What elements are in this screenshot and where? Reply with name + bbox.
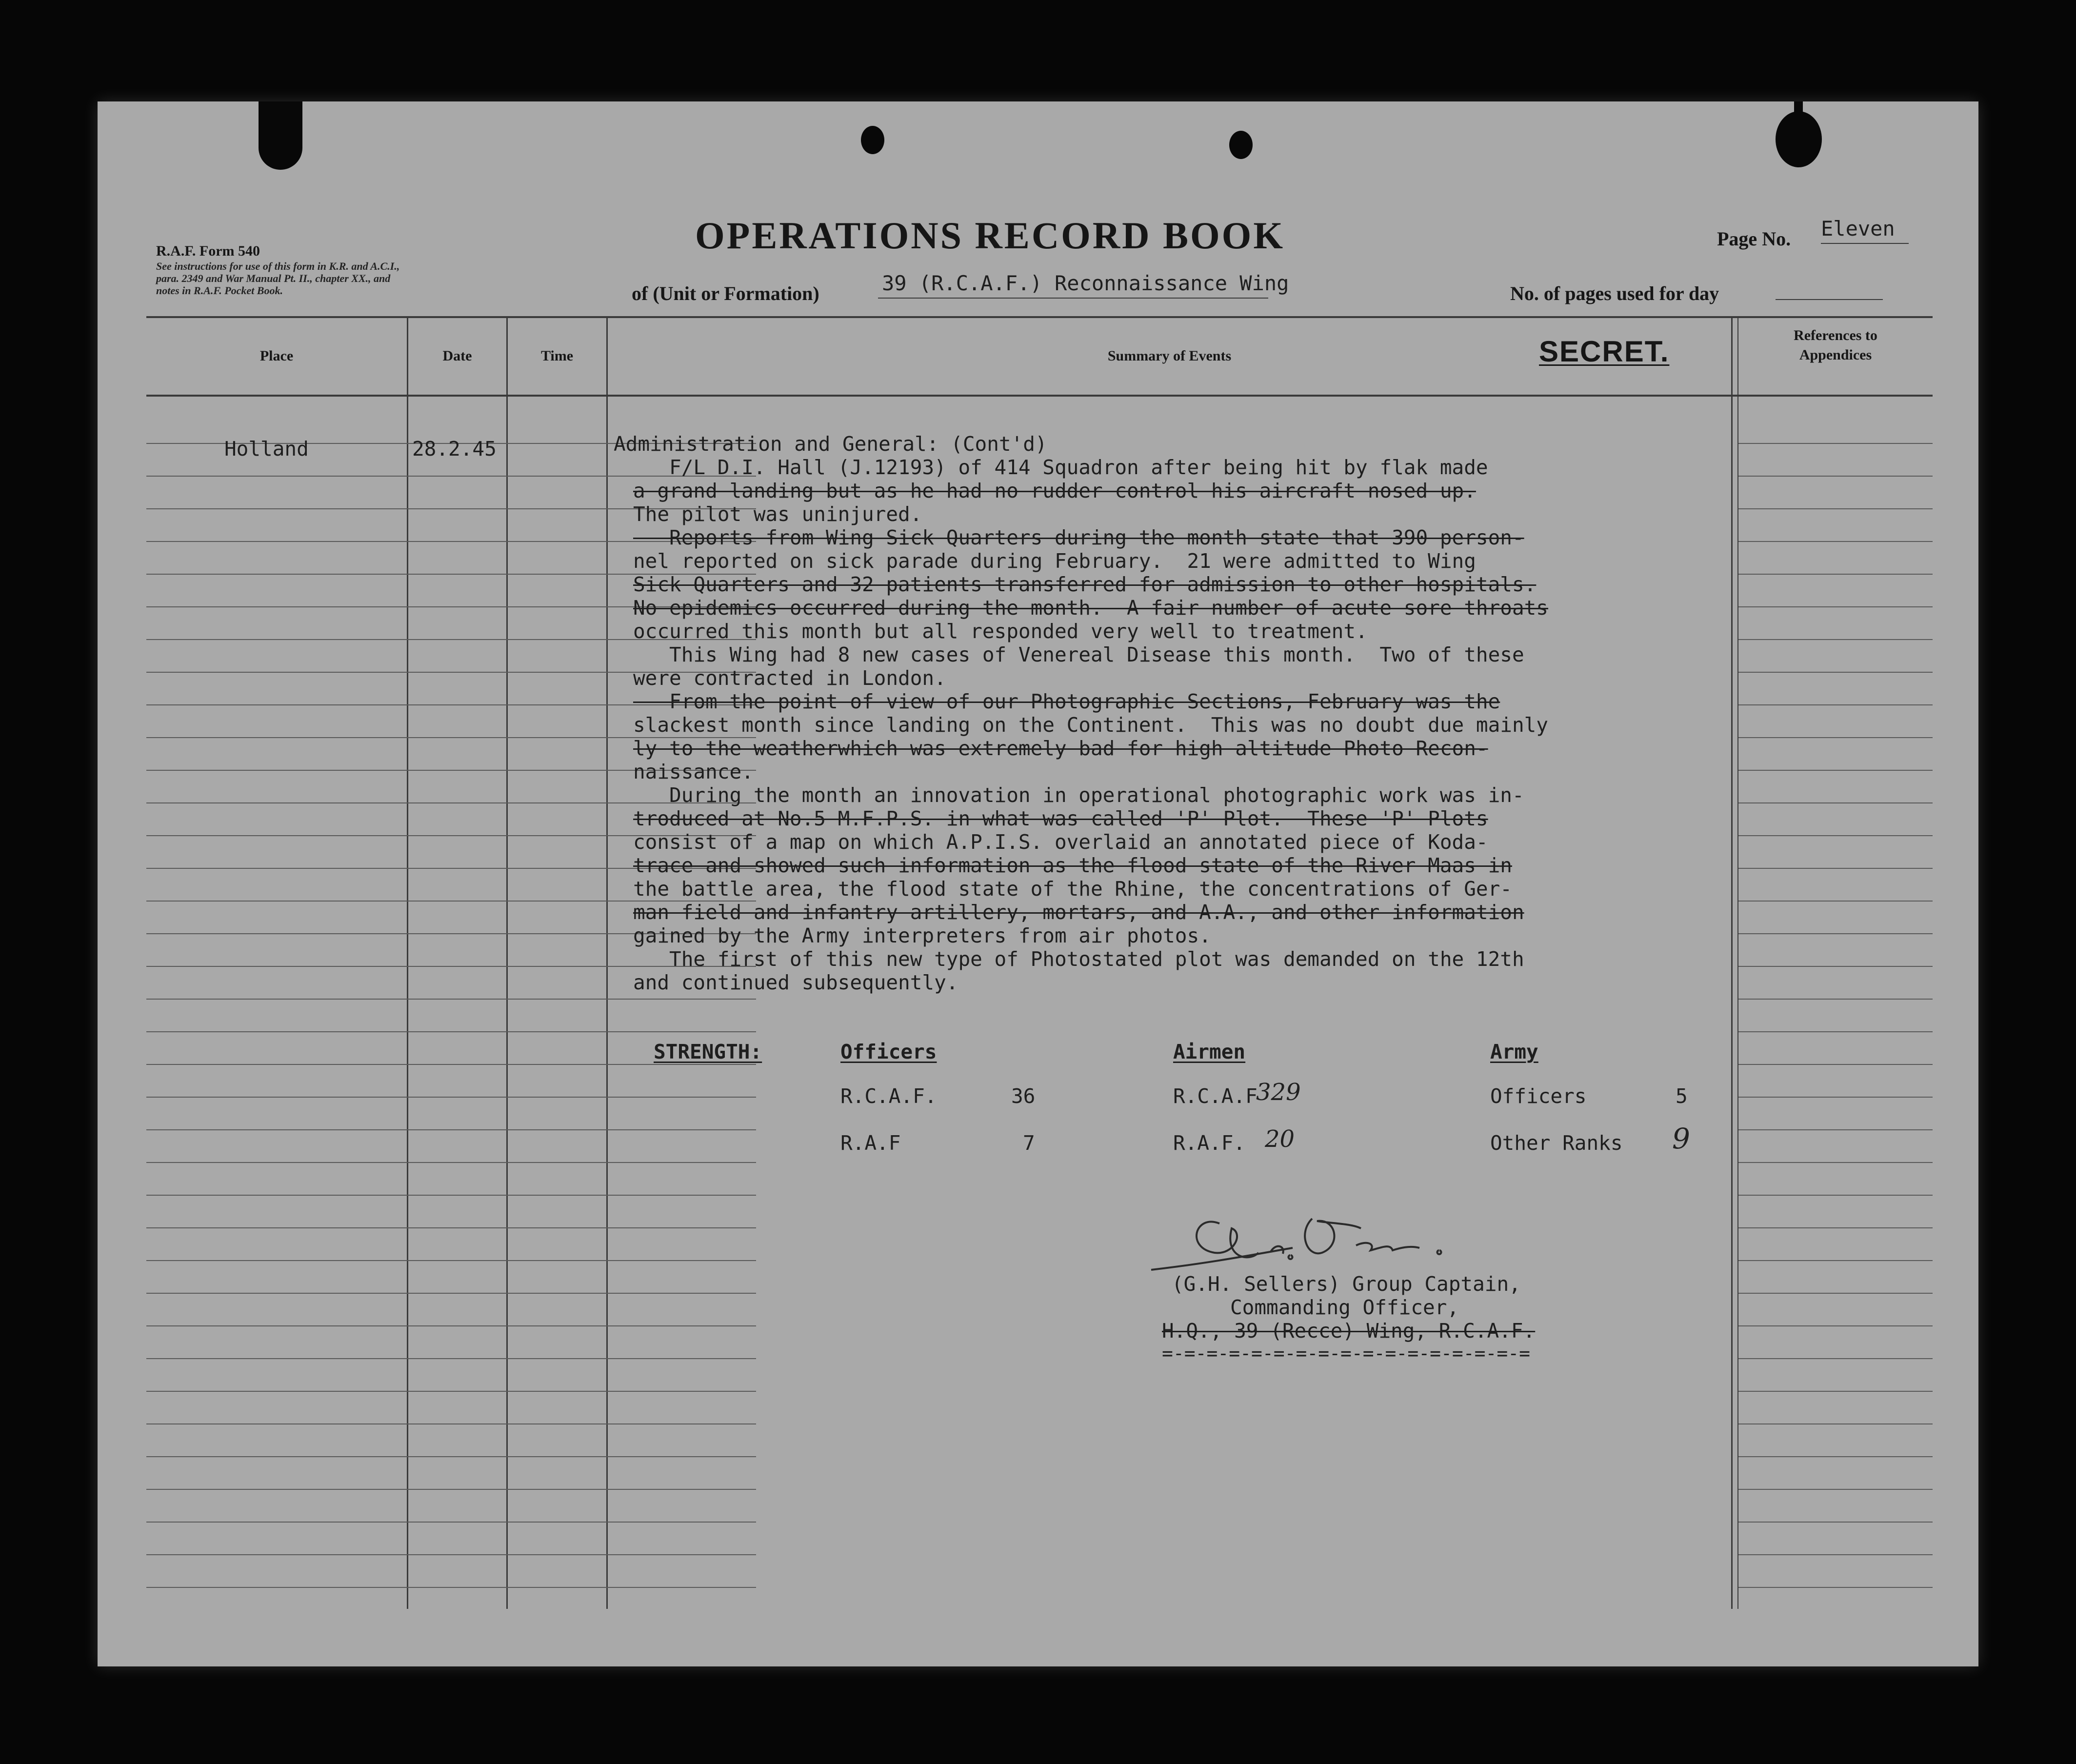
officers-header: Officers bbox=[840, 1040, 937, 1063]
ruled-line bbox=[1738, 901, 1933, 902]
strength-row-2-airmen-value: 20 bbox=[1265, 1125, 1295, 1153]
ruled-line bbox=[1738, 672, 1933, 673]
strength-row-2-army-value: 9 bbox=[1672, 1122, 1690, 1155]
page-no-value: Eleven bbox=[1821, 217, 1895, 241]
ruled-line bbox=[1738, 606, 1933, 607]
unit-value: 39 (R.C.A.F.) Reconnaissance Wing bbox=[882, 271, 1289, 295]
ruled-line bbox=[1738, 1162, 1933, 1163]
strength-row-1-airmen-value: 329 bbox=[1256, 1079, 1301, 1106]
unit-underline bbox=[878, 298, 1268, 299]
ruled-line bbox=[146, 1031, 756, 1032]
signature-icon bbox=[1146, 1194, 1458, 1277]
ruled-line bbox=[1738, 1227, 1933, 1228]
strength-row-2-airmen-label: R.A.F. bbox=[1173, 1131, 1246, 1155]
ruled-line bbox=[1738, 835, 1933, 836]
summary-line: trace and showed such information as the flood state of the River Maas in bbox=[633, 854, 1512, 877]
signature-underline: =-=-=-=-=-=-=-=-=-=-=-=-=-=-=-=-= bbox=[1162, 1343, 1530, 1364]
ruled-line bbox=[1738, 802, 1933, 803]
signature-scrawl bbox=[1146, 1194, 1458, 1277]
entry-date: 28.2.45 bbox=[412, 437, 497, 461]
column-header-references: References to Appendices bbox=[1794, 327, 1877, 363]
secret-marking: SECRET. bbox=[1539, 335, 1670, 368]
summary-line: ly to the weatherwhich was extremely bad for high altitude Photo Recon- bbox=[633, 737, 1488, 760]
summary-line: F/L D.I. Hall (J.12193) of 414 Squadron after being hit by flak made bbox=[633, 456, 1488, 479]
punch-hole-center-left bbox=[861, 126, 884, 154]
ruled-line bbox=[1738, 476, 1933, 477]
ruled-line bbox=[146, 1391, 756, 1392]
column-header-time: Time bbox=[540, 348, 574, 364]
ruled-line bbox=[146, 1522, 756, 1523]
ruled-line bbox=[1738, 704, 1933, 705]
column-divider-time bbox=[606, 316, 608, 1609]
ruled-line bbox=[146, 1489, 756, 1490]
summary-line: No epidemics occurred during the month. A fair number of acute sore throats bbox=[633, 596, 1548, 620]
form-number: R.A.F. Form 540 bbox=[156, 243, 260, 259]
ruled-line bbox=[1738, 574, 1933, 575]
ruled-line bbox=[1738, 639, 1933, 640]
strength-row-1-officers-value: 36 bbox=[1011, 1084, 1036, 1108]
summary-line: Sick Quarters and 32 patients transferred for admission to other hospitals. bbox=[633, 573, 1537, 596]
summary-line: a grand landing but as he had no rudder control his aircraft nosed up. bbox=[633, 479, 1476, 502]
page-title: OPERATIONS RECORD BOOK bbox=[695, 214, 1285, 257]
summary-line: and continued subsequently. bbox=[633, 971, 958, 994]
ruled-line bbox=[1738, 770, 1933, 771]
signatory-name: (G.H. Sellers) Group Captain, bbox=[1172, 1272, 1521, 1296]
strength-row-2-officers-label: R.A.F bbox=[840, 1131, 901, 1155]
column-divider-summary bbox=[1731, 316, 1733, 1609]
ruled-line bbox=[1738, 966, 1933, 967]
ruled-line bbox=[1738, 1260, 1933, 1261]
ruled-line bbox=[1738, 1554, 1933, 1555]
strength-row-2-army-label: Other Ranks bbox=[1490, 1131, 1623, 1155]
strength-row-1-officers-label: R.C.A.F. bbox=[840, 1084, 937, 1108]
summary-of-events bbox=[633, 456, 1731, 1017]
ruled-line bbox=[1738, 1064, 1933, 1065]
strength-row-1-army-label: Officers bbox=[1490, 1084, 1587, 1108]
strength-row-2-officers-value: 7 bbox=[1023, 1131, 1035, 1155]
ruled-line bbox=[146, 1358, 756, 1359]
ruled-line bbox=[1738, 1358, 1933, 1359]
entry-heading: Administration and General: (Cont'd) bbox=[614, 432, 1047, 456]
summary-line: The pilot was uninjured. bbox=[633, 502, 922, 526]
ruled-line bbox=[146, 1064, 756, 1065]
column-divider-place bbox=[407, 316, 408, 1609]
ruled-line bbox=[146, 1129, 756, 1130]
summary-line: nel reported on sick parade during February. 21 were admitted to Wing bbox=[633, 549, 1476, 573]
column-divider-references bbox=[1737, 316, 1738, 1609]
ruled-line bbox=[1738, 1391, 1933, 1392]
summary-line: naissance. bbox=[633, 760, 754, 783]
ruled-line bbox=[1738, 1031, 1933, 1032]
summary-line: the battle area, the flood state of the Rhine, the concentrations of Ger- bbox=[633, 877, 1512, 901]
table-top-border bbox=[146, 316, 1933, 318]
summary-line: gained by the Army interpreters from air photos. bbox=[633, 924, 1211, 947]
entry-place: Holland bbox=[224, 437, 309, 461]
page-no-label: Page No. bbox=[1717, 228, 1791, 250]
ruled-line bbox=[1738, 1293, 1933, 1294]
pages-used-label: No. of pages used for day bbox=[1510, 282, 1719, 304]
summary-line: slackest month since landing on the Continent. This was no doubt due mainly bbox=[633, 713, 1548, 737]
form-sheet bbox=[98, 101, 1978, 1666]
summary-line: were contracted in London. bbox=[633, 666, 946, 690]
pages-used-underline bbox=[1776, 299, 1883, 300]
ruled-line bbox=[1738, 999, 1933, 1000]
ruled-line bbox=[1738, 1423, 1933, 1424]
ruled-line bbox=[146, 1587, 756, 1588]
page-no-underline bbox=[1821, 243, 1909, 244]
summary-line: occurred this month but all responded very well to treatment. bbox=[633, 620, 1368, 643]
ruled-line bbox=[146, 1293, 756, 1294]
punch-hole-right-top bbox=[1794, 101, 1803, 131]
summary-line: The first of this new type of Photostated plot was demanded on the 12th bbox=[633, 947, 1524, 971]
ruled-line bbox=[146, 1423, 756, 1424]
airmen-header: Airmen bbox=[1173, 1040, 1246, 1063]
unit-label: of (Unit or Formation) bbox=[632, 282, 819, 304]
ruled-line bbox=[1738, 1489, 1933, 1490]
strength-label: STRENGTH: bbox=[654, 1040, 762, 1063]
ruled-line bbox=[146, 1456, 756, 1457]
ruled-line bbox=[1738, 1097, 1933, 1098]
ruled-line bbox=[1738, 541, 1933, 542]
ruled-line bbox=[1738, 933, 1933, 934]
summary-line: This Wing had 8 new cases of Venereal Disease this month. Two of these bbox=[633, 643, 1524, 666]
punch-hole-left bbox=[259, 101, 302, 170]
ruled-line bbox=[1738, 1522, 1933, 1523]
table-header-border bbox=[146, 395, 1933, 397]
ruled-line bbox=[146, 1195, 756, 1196]
summary-line: troduced at No.5 M.F.P.S. in what was called 'P' Plot. These 'P' Plots bbox=[633, 807, 1488, 830]
summary-line: From the point of view of our Photographic Sections, February was the bbox=[633, 690, 1500, 713]
ruled-line bbox=[146, 1162, 756, 1163]
ruled-line bbox=[1738, 737, 1933, 738]
signatory-role: Commanding Officer, bbox=[1230, 1296, 1459, 1319]
ruled-line bbox=[1738, 1456, 1933, 1457]
summary-line: During the month an innovation in operational photographic work was in- bbox=[633, 783, 1524, 807]
ruled-line bbox=[146, 1260, 756, 1261]
column-divider-date bbox=[506, 316, 508, 1609]
ruled-line bbox=[146, 1554, 756, 1555]
summary-line: consist of a map on which A.P.I.S. overlaid an annotated piece of Koda- bbox=[633, 830, 1488, 854]
strength-row-1-airmen-label: R.C.A.F bbox=[1173, 1084, 1258, 1108]
ruled-line bbox=[1738, 868, 1933, 869]
ruled-line bbox=[1738, 1129, 1933, 1130]
ruled-line bbox=[1738, 1195, 1933, 1196]
column-header-summary: Summary of Events bbox=[1107, 348, 1232, 364]
ruled-line bbox=[1738, 508, 1933, 509]
ruled-line bbox=[146, 1097, 756, 1098]
punch-hole-center-right bbox=[1229, 131, 1253, 159]
strength-row-1-army-value: 5 bbox=[1676, 1084, 1688, 1108]
army-header: Army bbox=[1490, 1040, 1538, 1063]
signatory-unit: H.Q., 39 (Recce) Wing, R.C.A.F. bbox=[1162, 1319, 1536, 1343]
form-instructions: See instructions for use of this form in K.R. and A.C.I., para. 2349 and War Manual Pt. II., chapter XX., and notes in R.A.F. Pocket Book. bbox=[156, 260, 400, 297]
column-header-place: Place bbox=[260, 348, 294, 364]
ruled-line bbox=[1738, 1325, 1933, 1326]
summary-line: man field and infantry artillery, mortars, and A.A., and other information bbox=[633, 901, 1524, 924]
ruled-line bbox=[146, 1227, 756, 1228]
ruled-line bbox=[146, 1325, 756, 1326]
summary-line: Reports from Wing Sick Quarters during the month state that 390 person- bbox=[633, 526, 1524, 549]
ruled-line bbox=[1738, 1587, 1933, 1588]
ruled-line bbox=[1738, 443, 1933, 444]
column-header-date: Date bbox=[442, 348, 472, 364]
